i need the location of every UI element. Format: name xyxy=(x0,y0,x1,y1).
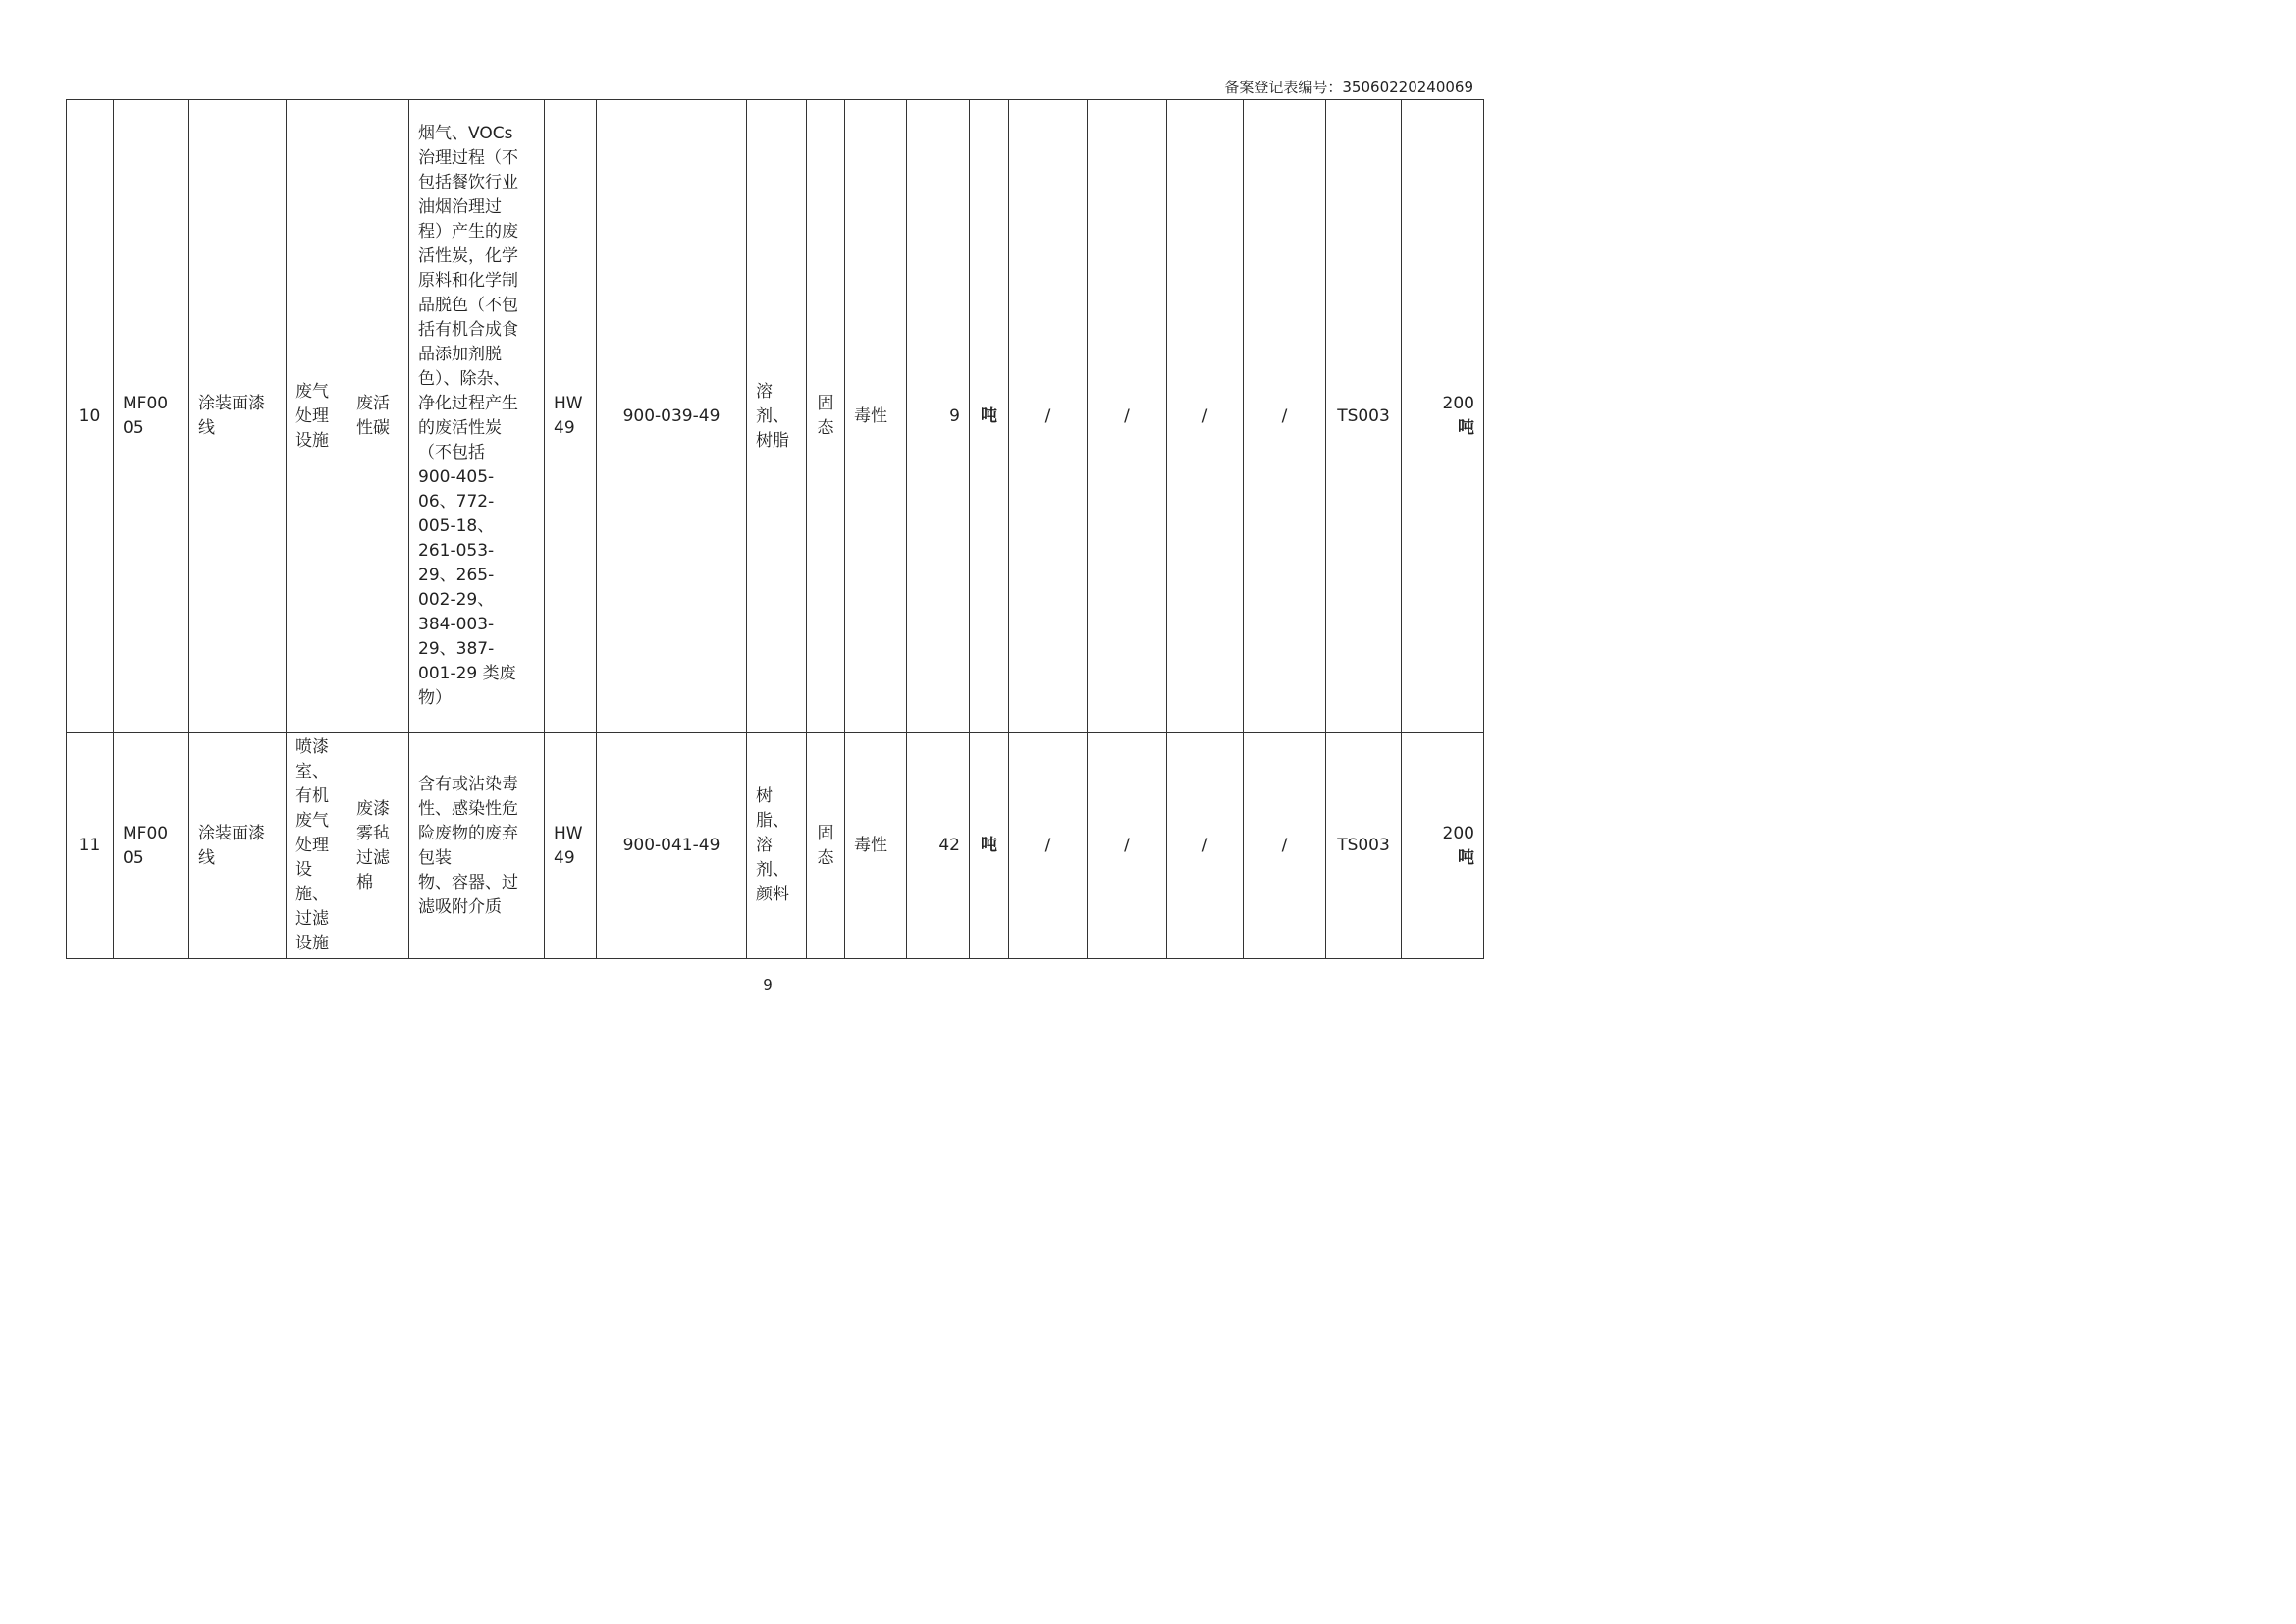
code-cell: MF00 05 xyxy=(114,733,189,959)
registration-label: 备案登记表编号： xyxy=(1224,79,1343,96)
code-cell: MF00 05 xyxy=(114,100,189,733)
components-cell: 树 脂、 溶 剂、 颜料 xyxy=(747,733,807,959)
source-cell: 废气 处理 设施 xyxy=(287,100,347,733)
production-line-cell: 涂装面漆 线 xyxy=(189,100,287,733)
category-cell: HW 49 xyxy=(545,733,597,959)
facility-code-cell: TS003 xyxy=(1326,100,1402,733)
seq-cell: 10 xyxy=(67,100,114,733)
description-cell: 烟气、VOCs 治理过程（不 包括餐饮行业 油烟治理过 程）产生的废 活性炭，化学 原料和化学制 品脱色（不包 括有机合成食 品添加剂脱 色）、除杂、 净化过程产生 的废活性炭 （不包括 900-405- 06、772- 005-18、 261-053- 29、265- 002-29、 384-003- 29、387- 001-29 类废 物） xyxy=(409,100,545,733)
table-row xyxy=(67,733,1484,959)
slash-cell: / xyxy=(1167,733,1244,959)
slash-cell: / xyxy=(1244,733,1326,959)
total-capacity-cell: 200 吨 xyxy=(1402,733,1484,959)
hazardous-waste-table xyxy=(66,99,1484,959)
waste-code-cell: 900-039-49 xyxy=(597,100,747,733)
form-cell: 固 态 xyxy=(807,100,845,733)
production-line-cell: 涂装面漆 线 xyxy=(189,733,287,959)
source-cell: 喷漆 室、 有机 废气 处理 设 施、 过滤 设施 xyxy=(287,733,347,959)
registration-number-header xyxy=(1224,77,1473,97)
description-cell: 含有或沾染毒 性、感染性危 险废物的废弃 包装 物、容器、过 滤吸附介质 xyxy=(409,733,545,959)
slash-cell: / xyxy=(1088,100,1167,733)
category-cell: HW 49 xyxy=(545,100,597,733)
slash-cell: / xyxy=(1009,100,1088,733)
total-capacity-cell: 200 吨 xyxy=(1402,100,1484,733)
waste-code-cell: 900-041-49 xyxy=(597,733,747,959)
waste-name-cell: 废活 性碳 xyxy=(347,100,409,733)
facility-code-cell: TS003 xyxy=(1326,733,1402,959)
page-number: 9 xyxy=(763,976,773,994)
form-cell: 固 态 xyxy=(807,733,845,959)
slash-cell: / xyxy=(1009,733,1088,959)
hazard-cell: 毒性 xyxy=(845,733,907,959)
slash-cell: / xyxy=(1088,733,1167,959)
quantity-cell: 9 xyxy=(907,100,970,733)
table-row xyxy=(67,100,1484,733)
hazard-cell: 毒性 xyxy=(845,100,907,733)
slash-cell: / xyxy=(1167,100,1244,733)
unit-cell: 吨 xyxy=(970,733,1009,959)
components-cell: 溶 剂、 树脂 xyxy=(747,100,807,733)
quantity-cell: 42 xyxy=(907,733,970,959)
registration-number: 35060220240069 xyxy=(1342,79,1473,96)
slash-cell: / xyxy=(1244,100,1326,733)
waste-name-cell: 废漆 雾毡 过滤 棉 xyxy=(347,733,409,959)
unit-cell: 吨 xyxy=(970,100,1009,733)
seq-cell: 11 xyxy=(67,733,114,959)
